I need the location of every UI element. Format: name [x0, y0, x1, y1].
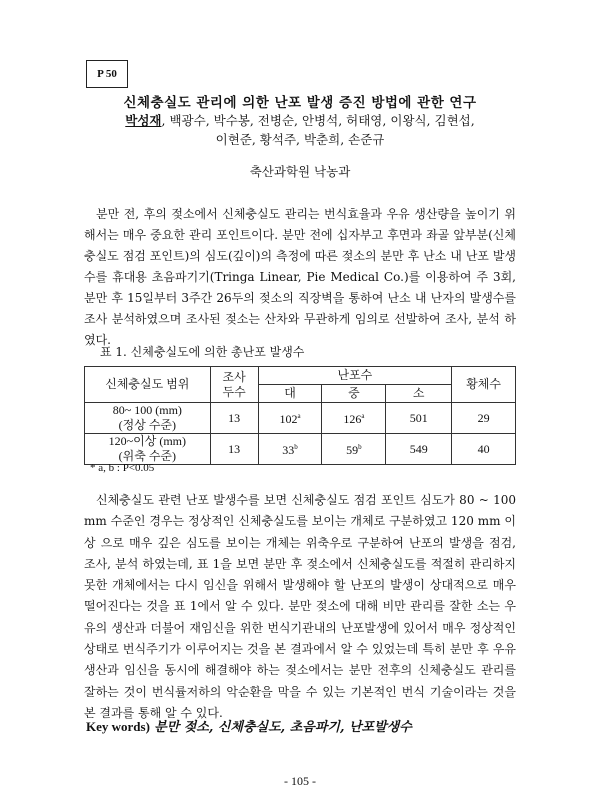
- row-medium: [322, 403, 386, 434]
- row-corpus: 40: [452, 434, 516, 465]
- keywords-text: 분만 젖소, 신체충실도, 초음파기, 난포발생수: [154, 720, 412, 735]
- row-large: [258, 434, 322, 465]
- row-range-cell: [85, 403, 211, 434]
- table-row: [85, 403, 516, 434]
- co-authors-1: , 백광수, 박수봉, 전병순, 안병석, 허태영, 이왕식, 김현섭,: [161, 113, 475, 128]
- author-line-2: 이현준, 황석주, 박춘희, 손준규: [215, 132, 385, 147]
- row-medium-sup: a: [361, 412, 365, 420]
- follicle-table: [84, 366, 516, 465]
- row-range-sub: (정상 수준): [118, 418, 177, 432]
- row-range-cell: [85, 434, 211, 465]
- author-list: [0, 111, 600, 149]
- keywords: [86, 716, 412, 735]
- row-heads: 13: [210, 434, 258, 465]
- keywords-label: Key words): [86, 719, 150, 734]
- header-medium: 중: [322, 385, 386, 403]
- row-range-sub: (위축 수준): [118, 449, 177, 463]
- paper-id-box: P 50: [86, 60, 128, 88]
- row-large-sup: b: [294, 443, 298, 451]
- row-range: 120~이상 (mm): [108, 434, 186, 448]
- abstract-paragraph-1: 분만 전, 후의 젖소에서 신체충실도 관리는 번식효율과 우유 생산량을 높이기 위해서는 매우 중요한 관리 포인트이다. 분만 전에 십자부고 후면과 좌골 앞부분(신체충실도 점검 포인트)의 심도(깊이)의 측정에 따른 젖소의 분만 후 난소 내 난포 발생수를 휴대용 초음파기기(Tringa Linear, Pie Medical Co.)를 이용하여 주 3회, 분만 후 15일부터 3주간 26두의 젖소의 직장벽을 통하여 난소 내 난자의 발생수를 조사 분석하였으며 조사된 젖소는 산차와 무관하게 임의로 선발하여 조사, 분석 하였다.: [84, 207, 516, 347]
- row-corpus: 29: [452, 403, 516, 434]
- header-small: 소: [386, 385, 452, 403]
- table-caption: 표 1. 신체충실도에 의한 총난포 발생수: [100, 345, 305, 359]
- header-large: 대: [258, 385, 322, 403]
- row-large: [258, 403, 322, 434]
- row-heads: 13: [210, 403, 258, 434]
- paper-title: 신체충실도 관리에 의한 난포 발생 증진 방법에 관한 연구: [123, 95, 477, 111]
- header-follicles: 난포수: [258, 367, 452, 385]
- row-medium-value: 126: [343, 412, 362, 426]
- page-number: - 105 -: [284, 774, 316, 788]
- row-medium-sup: b: [358, 443, 362, 451]
- row-large-sup: a: [297, 412, 301, 420]
- row-small: 501: [386, 403, 452, 434]
- header-heads: 조사두수: [210, 367, 258, 403]
- row-medium-value: 59: [346, 443, 359, 457]
- abstract-paragraph-2: 신체충실도 관련 난포 발생수를 보면 신체충실도 점검 포인트 심도가 80 ~ 100 mm 수준인 경우는 정상적인 신체충실도를 보이는 개체로 구분하였고 120 mm 이상 으로 매우 깊은 심도를 보이는 개체는 위축우로 구분하여 난포의 발생을 점검, 조사, 분석 하였는데, 표 1을 보면 분만 후 젖소에서 신체충실도를 적절히 관리하지 못한 개체에서는 다시 임신을 위해서 발생해야 할 난포의 발생이 상대적으로 매우 떨어진다는 것을 표 1에서 알 수 있다. 분만 젖소에 대해 비만 관리를 잘한 소는 우유의 생산과 더불어 재임신을 위한 번식기관내의 난포발생에 있어서 매우 정상적인 상태로 번식주기가 이루어지는 것을 본 결과에서 알 수 있었는데 특히 분만 후 우유 생산과 임신을 동시에 해결해야 하는 젖소에서는 분만 전후의 신체충실도 관리를 잘하는 것이 번식률저하의 악순환을 막을 수 있는 기본적인 번식 기술이라는 것을 본 결과를 통해 알 수 있다.: [84, 493, 516, 720]
- row-medium: [322, 434, 386, 465]
- affiliation: 축산과학원 낙농과: [249, 164, 351, 179]
- table-footnote: * a, b : P<0.05: [90, 462, 155, 474]
- author-line-1: [0, 111, 600, 130]
- presenting-author: 박성재: [125, 113, 162, 128]
- row-large-value: 33: [282, 443, 295, 457]
- row-range: 80~ 100 (mm): [112, 403, 182, 417]
- row-large-value: 102: [279, 412, 298, 426]
- header-range: 신체충실도 범위: [85, 367, 211, 403]
- header-corpus-luteum: 황체수: [452, 367, 516, 403]
- table-row: [85, 434, 516, 465]
- row-small: 549: [386, 434, 452, 465]
